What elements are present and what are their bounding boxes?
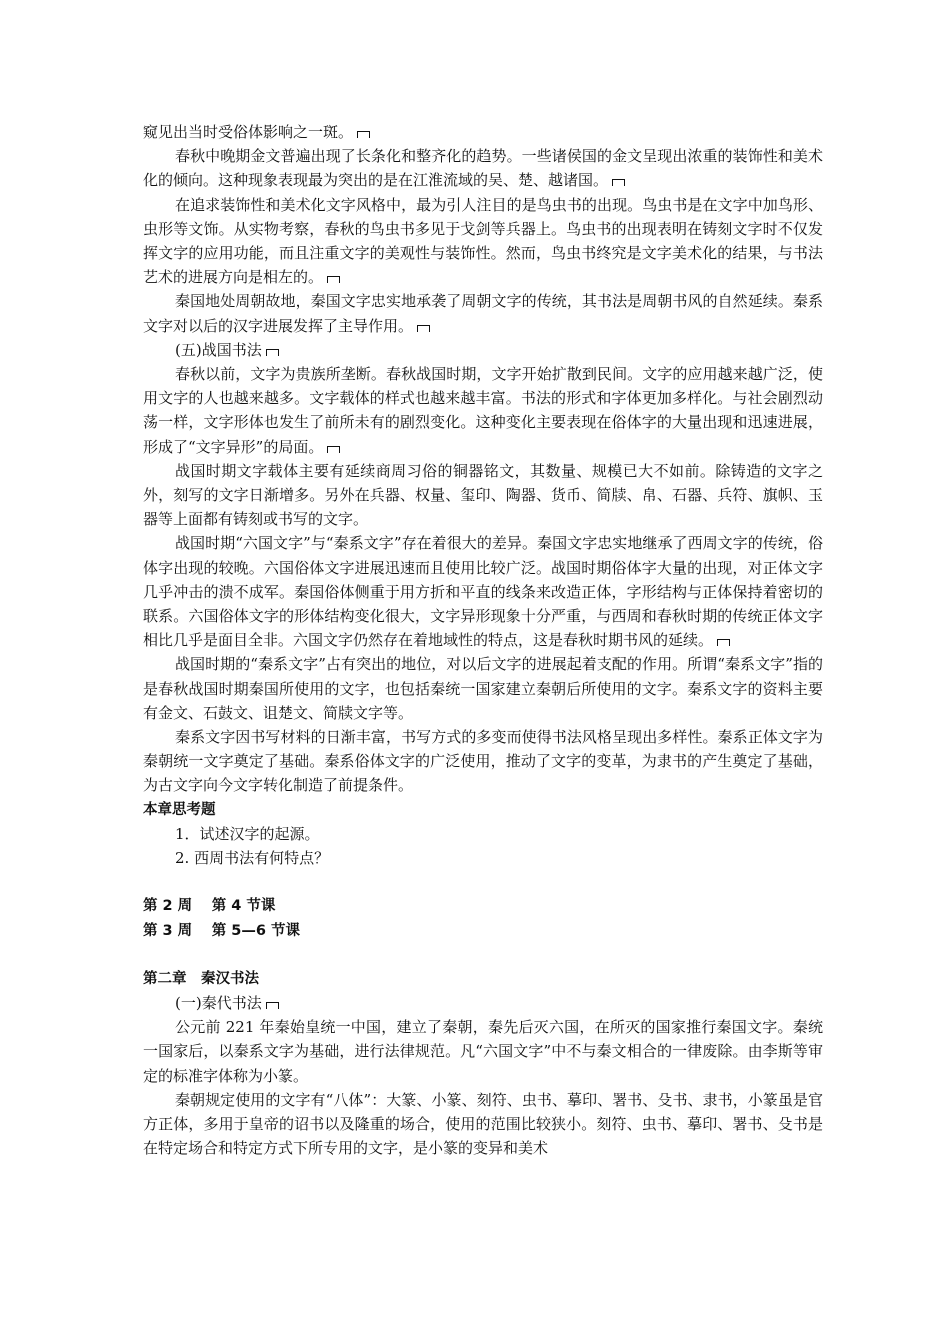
body-section-1: [143, 120, 823, 798]
questions-heading: 本章思考题: [143, 801, 216, 818]
paragraph-text: 秦系文字因书写材料的日渐丰富，书写方式的多变而使得书法风格呈现出多样性。秦系正体文字为秦朝统一文字奠定了基础。秦系俗体文字的广泛使用，推动了文字的变革，为隶书的产生奠定了基础，为古文字向今文字转化制造了前提条件。: [143, 728, 823, 795]
paragraph-text: 战国时期“六国文字”与“秦系文字”存在着很大的差异。秦国文字忠实地继承了西周文字的传统，俗体字出现的较晚。六国俗体文字进展迅速而且使用比较广泛。战国时期俗体字大量的出现，对正体文字几乎冲击的溃不成军。秦国俗体侧重于用方折和平直的线条来改造正体，字形结构与正体保持着密切的联系。六国俗体文字的形体结构变化很大，文字异形现象十分严重，与西周和春秋时期的传统正体文字相比几乎是面目全非。六国文字仍然存在着地域性的特点，这是春秋时期书风的延续。: [143, 534, 823, 650]
schedule-week-3: 第 3 周 第 5—6 节课: [143, 922, 301, 939]
chapter-heading: 第二章 秦汉书法: [143, 970, 259, 987]
paragraph: [143, 1015, 823, 1088]
paragraph-mark-icon: [327, 276, 340, 283]
paragraph-text: 秦朝规定使用的文字有“八体”：大篆、小篆、刻符、虫书、摹印、署书、殳书、隶书，小篆虽是官方正体，多用于皇帝的诏书以及隆重的场合，使用的范围比较狭小。刻符、虫书、摹印、署书、殳书是在特定场合和特定方式下所专用的文字，是小篆的变异和美术: [143, 1090, 823, 1158]
paragraph: [143, 531, 823, 652]
paragraph-text: 在追求装饰性和美术化文字风格中，最为引人注目的是鸟虫书的出现。鸟虫书是在文字中加鸟形、虫形等文饰。从实物考察，春秋的鸟虫书多见于戈剑等兵器上。鸟虫书的出现表明在铸刻文字时不仅发挥文字的应用功能，而且注重文字的美观性与装饰性。然而，鸟虫书终究是文字美术化的结果，与书法艺术的进展方向是相左的。: [143, 195, 823, 287]
paragraph: [143, 193, 823, 290]
paragraph-mark-icon: [327, 446, 340, 453]
spacer: [143, 943, 823, 967]
paragraph: [143, 144, 823, 192]
schedule-week-2: 第 2 周 第 4 节课: [143, 898, 276, 915]
body-section-2: [143, 991, 823, 1160]
paragraph-mark-icon: [612, 179, 625, 186]
paragraph-text: (五)战国书法: [175, 340, 262, 359]
paragraph-mark-icon: [717, 639, 730, 646]
paragraph: [143, 338, 823, 362]
paragraph-text: 公元前 221 年秦始皇统一中国，建立了秦朝，秦先后灭六国，在所灭的国家推行秦国文字。秦统一国家后，以秦系文字为基础，进行法律规范。凡“六国文字”中不与秦文相合的一律废除。由李斯等审定的标准字体称为小篆。: [143, 1018, 823, 1085]
paragraph-text: 战国时期文字载体主要有延续商周习俗的铜器铭文，其数量、规模已大不如前。除铸造的文字之外，刻写的文字日渐增多。另外在兵器、权量、玺印、陶器、货币、简牍、帛、石器、兵符、旗帜、玉器等上面都有铸刻或书写的文字。: [143, 461, 823, 529]
paragraph: [143, 289, 823, 337]
paragraph-mark-icon: [417, 325, 430, 332]
paragraph-text: (一)秦代书法: [175, 993, 262, 1012]
question-item-2: 2. 西周书法有何特点？: [175, 849, 330, 868]
paragraph-text: 窥见出当时受俗体影响之一斑。: [143, 123, 354, 141]
paragraph: [143, 362, 823, 459]
paragraph-text: 战国时期的“秦系文字”占有突出的地位，对以后文字的进展起着支配的作用。所谓“秦系文字”指的是春秋战国时期秦国所使用的文字，也包括秦统一国家建立秦朝后所使用的文字。秦系文字的资料主要有金文、石鼓文、诅楚文、简牍文字等。: [143, 655, 823, 722]
paragraph-mark-icon: [357, 131, 370, 138]
paragraph-mark-icon: [266, 349, 279, 356]
spacer: [143, 870, 823, 894]
paragraph: [143, 120, 823, 144]
paragraph: [143, 725, 823, 798]
document-page: [143, 120, 823, 1160]
paragraph-text: 春秋中晚期金文普遍出现了长条化和整齐化的趋势。一些诸侯国的金文呈现出浓重的装饰性和美术化的倾向。这种现象表现最为突出的是在江淮流域的吴、楚、越诸国。: [143, 147, 823, 190]
paragraph: [143, 1088, 823, 1161]
paragraph-text: 春秋以前，文字为贵族所垄断。春秋战国时期，文字开始扩散到民间。文字的应用越来越广泛，使用文字的人也越来越多。文字载体的样式也越来越丰富。书法的形式和字体更加多样化。与社会剧烈动荡一样，文字形体也发生了前所未有的剧烈变化。这种变化主要表现在俗体字的大量出现和迅速进展，形成了“文字异形”的局面。: [143, 365, 823, 456]
paragraph: [143, 459, 823, 532]
question-item-1: 1．试述汉字的起源。: [175, 824, 320, 843]
paragraph-mark-icon: [266, 1002, 279, 1009]
paragraph: [143, 652, 823, 725]
paragraph-text: 秦国地处周朝故地，秦国文字忠实地承袭了周朝文字的传统，其书法是周朝书风的自然延续。秦系文字对以后的汉字进展发挥了主导作用。: [143, 292, 823, 335]
paragraph: [143, 991, 823, 1015]
